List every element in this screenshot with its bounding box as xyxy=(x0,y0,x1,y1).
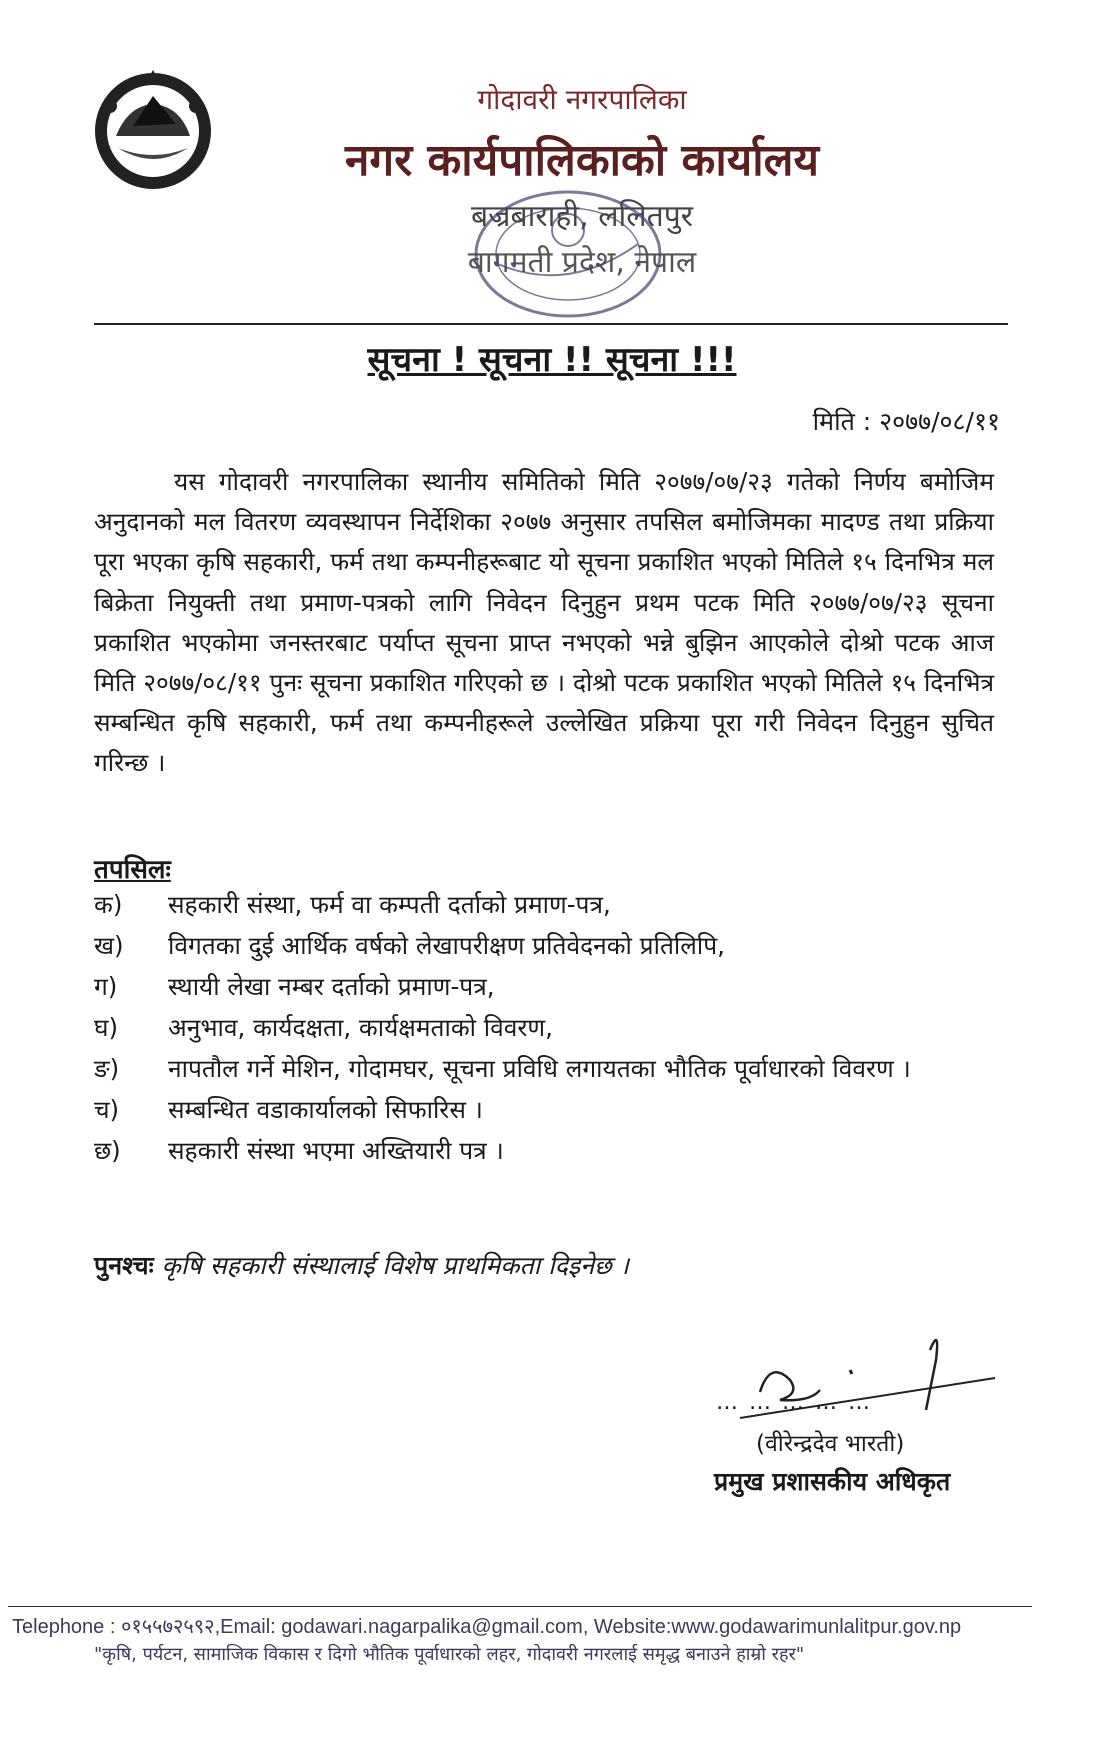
footer-contact: Telephone : ०१५५७२५९२,Email: godawari.nagarpalika@gmail.com, Website:www.godawarimunlalitpur.gov.np xyxy=(12,1616,962,1638)
list-item xyxy=(94,1089,1004,1130)
list-text: नापतौल गर्ने मेशिन, गोदामघर, सूचना प्रविधि लगायतका भौतिक पूर्वाधारको विवरण । xyxy=(168,1054,911,1083)
signature-image xyxy=(700,1330,1000,1430)
list-marker: ख) xyxy=(94,931,124,960)
list-item xyxy=(94,1130,1004,1171)
notice-date: मिति : २०७७/०८/११ xyxy=(812,407,1000,436)
list-item xyxy=(94,884,1004,925)
footer-divider xyxy=(8,1606,1032,1607)
list-marker: च) xyxy=(94,1095,120,1124)
list-text: सहकारी संस्था भएमा अख्तियारी पत्र । xyxy=(168,1136,504,1165)
list-marker: घ) xyxy=(94,1013,119,1042)
postscript-text: कृषि सहकारी संस्थालाई विशेष प्राथमिकता दिइनेछ । xyxy=(161,1251,630,1280)
list-marker: ग) xyxy=(94,972,118,1001)
list-item xyxy=(94,1007,1004,1048)
address-line1: बज्रबाराही, ललितपुर xyxy=(470,199,694,234)
list-text: सम्बन्धित वडाकार्यालको सिफारिस । xyxy=(168,1095,483,1124)
list-marker: क) xyxy=(94,890,123,919)
list-text: सहकारी संस्था, फर्म वा कम्पती दर्ताको प्रमाण-पत्र, xyxy=(168,890,611,919)
header-divider xyxy=(94,323,1008,325)
details-heading: तपसिलः xyxy=(94,855,171,885)
notice-body: यस गोदावरी नगरपालिका स्थानीय समितिको मिति २०७७/०७/२३ गतेको निर्णय बमोजिम अनुदानको मल वितरण व्यवस्थापन निर्देशिका २०७७ अनुसार तपसिल बमोजिमका मादण्ड तथा प्रक्रिया पूरा भएका कृषि सहकारी, फर्म तथा कम्पनीहरूबाट यो सूचना प्रकाशित भएको मितिले १५ दिनभित्र मल बिक्रेता नियुक्ती तथा प्रमाण-पत्रको लागि निवेदन दिनुहुन प्रथम पटक मिति २०७७/०७/२३ सूचना प्रकाशित भएकोमा जनस्तरबाट पर्याप्त सूचना प्राप्त नभएको भन्ने बुझिन आएकोले दोश्रो पटक आज मिति २०७७/०८/११ पुनः सूचना प्रकाशित गरिएको छ । दोश्रो पटक प्रकाशित भएको मितिले १५ दिनभित्र सम्बन्धित कृषि सहकारी, फर्म तथा कम्पनीहरूले उल्लेखित प्रक्रिया पूरा गरी निवेदन दिनुहुन सुचित गरिन्छ । xyxy=(94,467,994,778)
signatory-designation: प्रमुख प्रशासकीय अधिकृत xyxy=(714,1467,951,1496)
requirements-list xyxy=(94,884,1004,1171)
postscript-label: पुनश्चः xyxy=(94,1251,154,1280)
signature-dots: … … … … … xyxy=(716,1390,872,1415)
list-text: अनुभाव, कार्यदक्षता, कार्यक्षमताको विवरण, xyxy=(168,1013,553,1042)
list-text: स्थायी लेखा नम्बर दर्ताको प्रमाण-पत्र, xyxy=(168,972,495,1001)
office-seal-stamp xyxy=(468,184,668,324)
postscript xyxy=(94,1248,629,1282)
office-name: नगर कार्यपालिकाको कार्यालय xyxy=(345,135,819,186)
address-line2: बागमती प्रदेश, नेपाल xyxy=(467,245,697,280)
signatory-name: (वीरेन्द्रदेव भारती) xyxy=(756,1431,905,1457)
list-item xyxy=(94,1048,1004,1089)
notice-title: सूचना ! सूचना !! सूचना !!! xyxy=(367,340,737,380)
list-item xyxy=(94,966,1004,1007)
list-item xyxy=(94,925,1004,966)
list-marker: छ) xyxy=(94,1136,121,1165)
footer-motto: "कृषि, पर्यटन, सामाजिक विकास र दिगो भौतिक पूर्वाधारको लहर, गोदावरी नगरलाई समृद्ध बनाउने हाम्रो रहर" xyxy=(94,1644,805,1665)
list-marker: ङ) xyxy=(94,1054,120,1083)
list-text: विगतका दुई आर्थिक वर्षको लेखापरीक्षण प्रतिवेदनको प्रतिलिपि, xyxy=(168,931,725,960)
municipality-name: गोदावरी नगरपालिका xyxy=(477,83,687,116)
